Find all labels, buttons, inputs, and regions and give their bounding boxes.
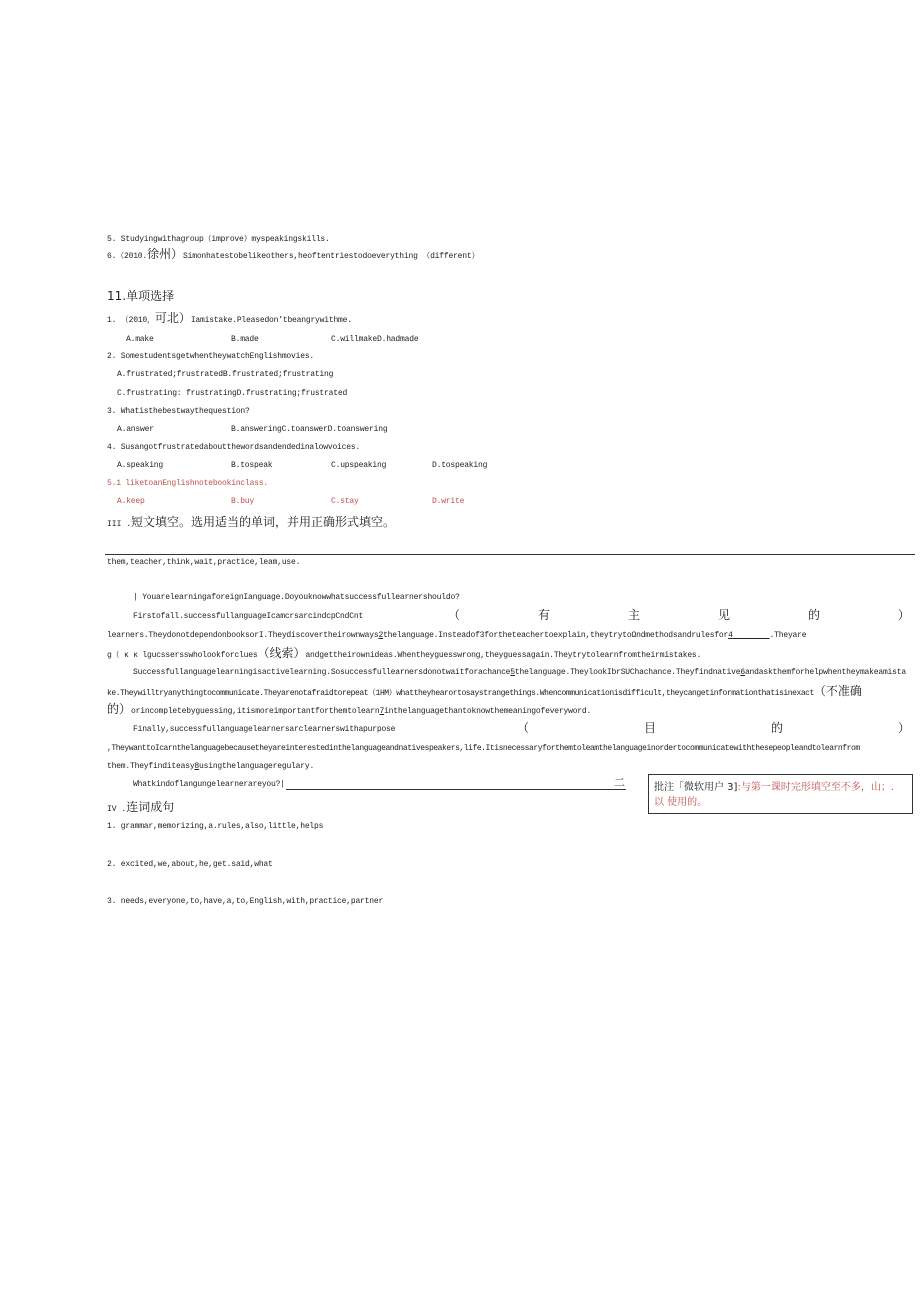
- cloze-paragraph-line: g（ κ κ lgucssersswholookforclues（线索）andgettheirownideas.Whentheyguesswrong,theyguessagain.Theytrytolearnfromtheirmistakes.: [107, 646, 702, 660]
- sentence-item-1: 1. grammar,memorizing,a.rules,also,little,helps: [107, 822, 324, 831]
- mc-q1-stem: 1. （2010，可北）Iamistake.Pleasedon’tbeangrywithme.: [107, 311, 352, 325]
- answer-underline: [286, 789, 626, 790]
- cloze-paragraph-line: ,TheywanttoIcarnthelanguagebecausetheyareinterestedinthelanguageandnativespeakers,life.Itisnecessaryforthemtoleamthelanguageinordertocommunicatewiththesepeopleandtolearnfrom: [107, 744, 860, 753]
- cloze-paragraph-line: | YouarelearningaforeignIanguage.Doyouknowwhatsuccessfullearnershouldo?: [133, 593, 460, 602]
- exercise-q6: 6.（2010.徐州）Simonhatestobelikeothers,heoftentriestodoeverything （different）: [107, 247, 480, 261]
- section-divider: [105, 554, 915, 555]
- mc-q5-option-c: C.stay: [331, 497, 359, 506]
- comment-author-label: 批注「微软用户 3]: [654, 782, 738, 793]
- sentence-item-2: 2. excited,we,about,he,get.said,what: [107, 860, 273, 869]
- cloze-paragraph-line: learners.TheydonotdependonbooksorI.Theydiscovertheirownways2thelanguage.Insteadof3fortheteachertoexplain,theytrytoΩndmethodsandrulesfor4 .Theyare: [107, 631, 807, 640]
- section-heading-sentence-building: IV .连词成句: [107, 800, 175, 814]
- mc-q4-option-a: A.speaking: [117, 461, 164, 470]
- section-heading-cloze: III .短文填空。选用适当的单词，并用正确形式填空。: [107, 515, 396, 529]
- cloze-paragraph-line: Successfullanguagelearningisactivelearning.Sosuccessfullearnersdonotwaitforachance5thelanguage.TheylookIbrSUChachance.Theyfindnative6andaskthemforhelpwhentheymakeamista: [133, 668, 906, 677]
- blank-4: 4: [728, 631, 733, 640]
- mc-q4-option-c: C.upspeaking: [331, 461, 387, 470]
- exercise-q5: 5. Studyingwithagroup（improve）myspeakingskills.: [107, 235, 330, 244]
- mc-q2-options-ab: A.frustrated;frustratedB.frustrated;frustrating: [117, 370, 334, 379]
- cloze-paragraph-line: Finally,successfullanguagelearnersarclearnerswithapurpose: [133, 725, 396, 734]
- mc-q3-option-a: A.answer: [117, 425, 154, 434]
- cloze-annotation: （ 目 的 ）: [517, 721, 910, 735]
- section-heading-multiple-choice: 11.单项选择: [107, 289, 175, 303]
- mc-q3-option-bcd: B.answeringC.toanswerD.toanswering: [231, 425, 388, 434]
- mc-q4-stem: 4. Susangotfrustratedaboutthewordsandendedinalowvoices.: [107, 443, 361, 452]
- review-comment-box: [648, 774, 913, 814]
- mc-q5-option-a: A.keep: [117, 497, 145, 506]
- mc-q1-option-cd: C.willmakeD.hadmade: [331, 335, 419, 344]
- mc-q5-stem: 5.1 liketoanEnglishnotebookinclass.: [107, 479, 269, 488]
- cloze-annotation: （ 有 主 见 的 ）: [448, 608, 910, 622]
- mc-q3-stem: 3. Whatisthebestwaythequestion?: [107, 407, 250, 416]
- cloze-question-line: Whatkindoflangungelearnerareyou?|: [133, 780, 285, 789]
- cloze-line-end-mark: 二: [614, 776, 625, 789]
- cloze-paragraph-line: them.Theyfinditeasy8usingthelanguageregulary.: [107, 762, 315, 771]
- sentence-item-3: 3. needs,everyone,to,have,a,to,English,with,practice,partner: [107, 897, 384, 906]
- mc-q5-option-b: B.buy: [231, 497, 255, 506]
- comment-text-continued: 以 使用的。: [654, 797, 708, 808]
- cloze-paragraph-line: Firstofall.successfullanguageIcamcrsarcindcpCndCnt: [133, 612, 364, 621]
- mc-q4-option-b: B.tospeak: [231, 461, 273, 470]
- word-bank: them,teacher,think,wait,practice,leam,use.: [107, 558, 301, 567]
- mc-q4-option-d: D.tospeaking: [432, 461, 488, 470]
- mc-q2-stem: 2. SomestudentsgetwhentheywatchEnglishmovies.: [107, 352, 315, 361]
- mc-q1-option-b: B.made: [231, 335, 259, 344]
- mc-q1-option-a: A.make: [126, 335, 154, 344]
- comment-text: :与第一课时完形填空至不多，山；.: [737, 782, 895, 793]
- cloze-paragraph-line: ke.Theywilltryanythingtocommunicate.Theyarenotafraidtorepeat（1HM）whattheyhearortosaystrangethings.Whencommunicationisdifficult,theycangetinformationthatisinexact（不准确: [107, 684, 862, 698]
- mc-q5-option-d: D.write: [432, 497, 465, 506]
- mc-q2-options-cd: C.frustrating: frustratingD.frustrating;frustrated: [117, 389, 348, 398]
- cloze-paragraph-line: 的）orincompletebyguessing,itismoreimportantforthemtolearn7inthelanguagethantoknowthemeaningofeveryword.: [107, 702, 592, 716]
